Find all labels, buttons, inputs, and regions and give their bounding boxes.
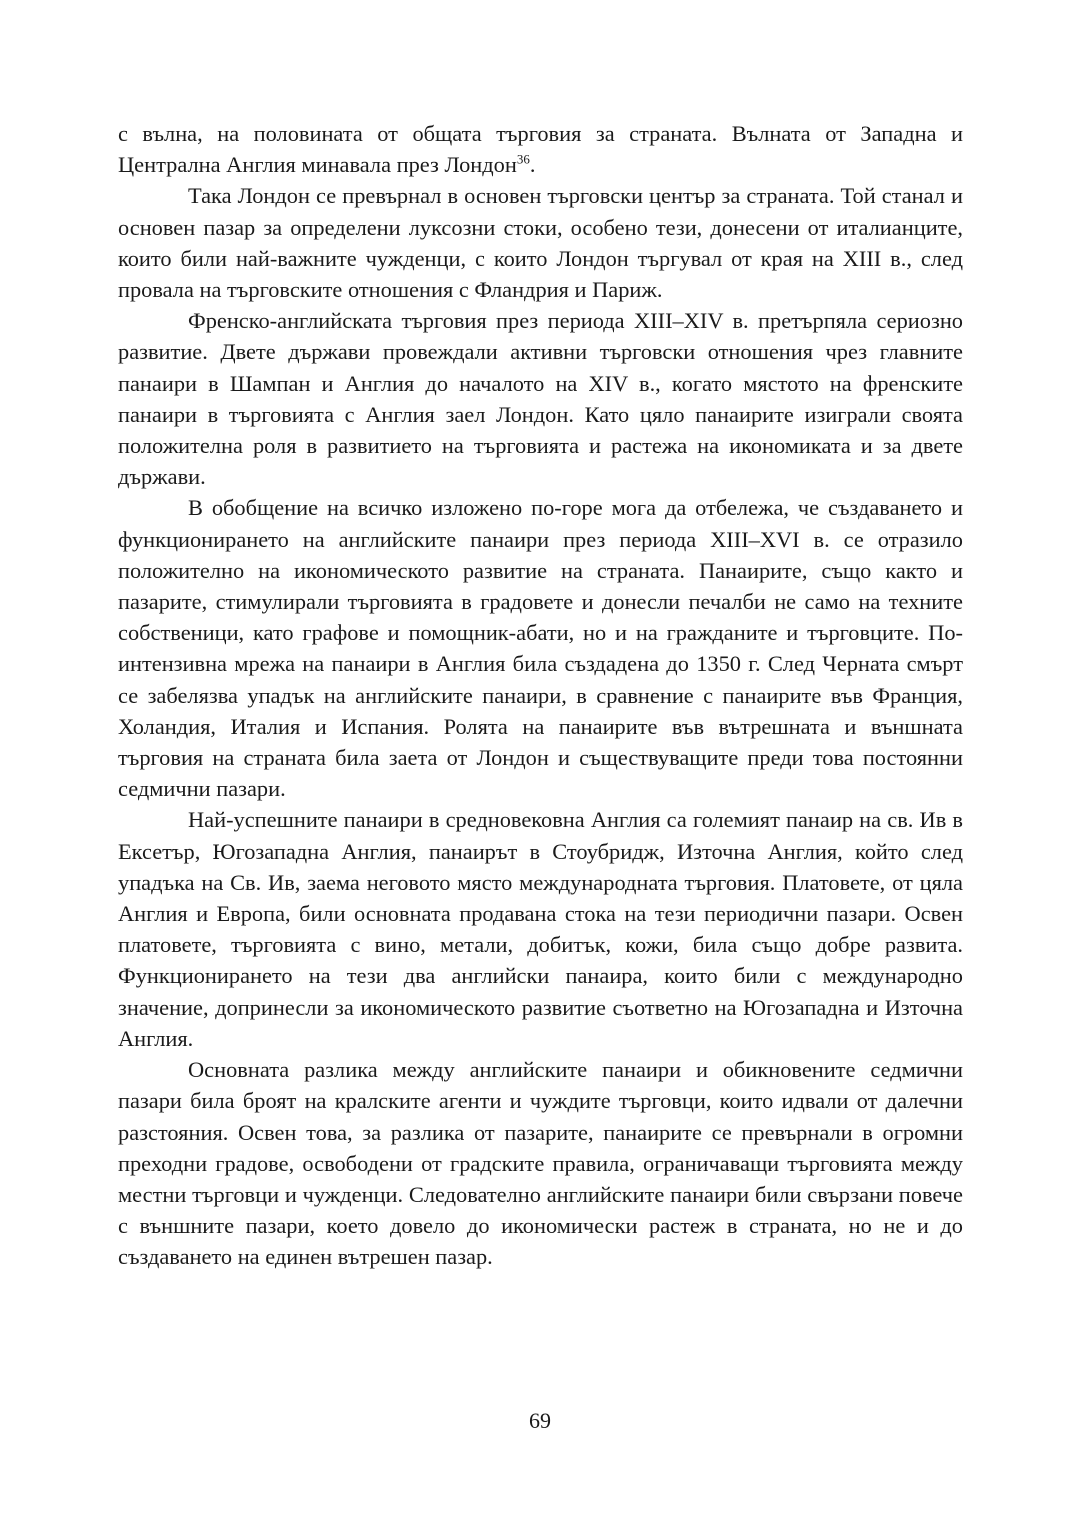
paragraph: Основната разлика между английските панаири и обикновените седмични пазари била броят на кралските агенти и чуждите търговци, които идвали от далечни разстояния. Освен това, за разлика от пазарите, панаирите се превърнали в огромни преходни градове, освободени от градските правила, ограничаващи търговията между местни търговци и чужденци. Следователно английските панаири били свързани повече с външните пазари, което довело до икономически растеж в страната, но не и до създаването на единен вътрешен пазар. xyxy=(118,1057,963,1270)
paragraph-continuation xyxy=(118,118,963,180)
footnote-reference[interactable]: 36 xyxy=(516,151,530,167)
paragraph-text-end: . xyxy=(529,152,536,178)
paragraph: В обобщение на всичко изложено по-горе мога да отбележа, че създаването и функционирането на английските панаири през периода XIII–XVI в. се отразило положително на икономическото развитие на страната. Панаирите, също както и пазарите, стимулирали търговията в градовете и донесли печалби не само на техните собственици, като графове и помощник-абати, но и на гражданите и търговците. По-интензивна мрежа на панаири в Англия била създадена до 1350 г. След Черната смърт се забелязва упадък на английските панаири, в сравнение с панаирите във Франция, Холандия, Италия и Испания. Ролята на панаирите във вътрешната и външната търговия на страната била заета от Лондон и съществуващите преди това постоянни седмични пазари. xyxy=(118,495,963,802)
page-number: 69 xyxy=(529,1408,551,1433)
body-text xyxy=(118,118,963,1273)
paragraph: Най-успешните панаири в средновековна Англия са големият панаир на св. Ив в Ексетър, Югозападна Англия, панаирът в Стоубридж, Източна Англия, който след упадъка на Св. Ив, заема неговото място международната търговия. Платовете, от цяла Англия и Европа, били основната продавана стока на тези периодични пазари. Освен платовете, търговията с вино, метали, добитък, кожи, била също добре развита. Функционирането на тези два английски панаира, които били с международно значение, допринесли за икономическото развитие съответно на Югозападна и Източна Англия. xyxy=(118,807,963,1051)
paragraph: Френско-английската търговия през периода XIII–XIV в. претърпяла сериозно развитие. Двете държави провеждали активни търговски отношения чрез главните панаири в Шампан и Англия до началото на XIV в., когато мястото на френските панаири в търговията с Англия заел Лондон. Като цяло панаирите изиграли своята положителна роля в развитието на търговията и растежа на икономиката и за двете държави. xyxy=(118,308,963,490)
paragraph-text: с вълна, на половината от общата търговия за страната. Вълната от Западна и Централна Англия минавала през Лондон xyxy=(118,121,963,178)
paragraph: Така Лондон се превърнал в основен търговски център за страната. Той станал и основен пазар за определени луксозни стоки, особено тези, донесени от италианците, които били най-важните чужденци, с които Лондон търгувал от края на XIII в., след провала на търговските отношения с Фландрия и Париж. xyxy=(118,183,963,303)
